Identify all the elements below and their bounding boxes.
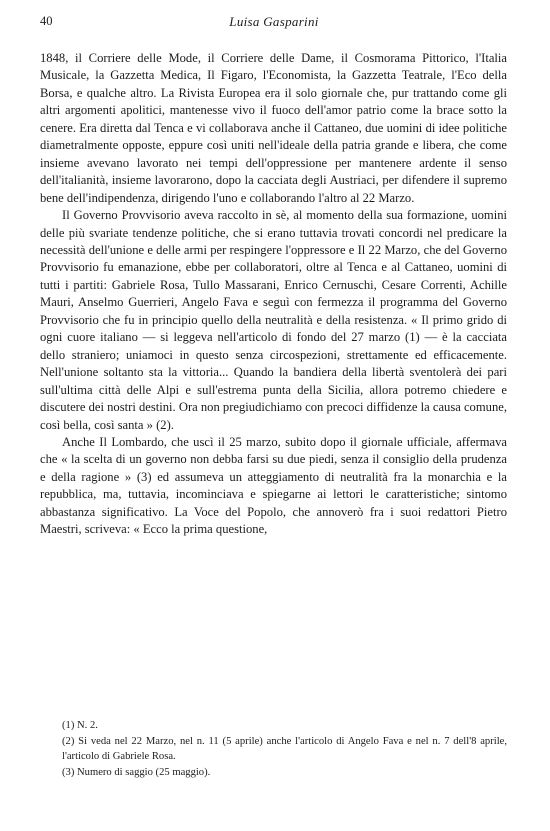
running-head: Luisa Gasparini [229,14,319,29]
footnote: (2) Si veda nel 22 Marzo, nel n. 11 (5 aprile) anche l'articolo di Angelo Fava e nel n. 7 dell'8 aprile, l'articolo di Gabriele Rosa. [62,735,507,762]
page-header [40,14,508,32]
footnotes [40,718,507,780]
footnote: (3) Numero di saggio (25 maggio). [62,766,211,778]
footnote: (1) N. 2. [62,720,98,731]
paragraph: Anche Il Lombardo, che uscì il 25 marzo, subito dopo il giornale ufficiale, affermava che « la scelta di un governo non debba farsi su due piedi, senza il consiglio della prudenza e della ragione » (3) ed assumeva un atteggiamento di neutralità fra la monarchia e la repubblica, ma, tuttavia, incominciava e spiegarne ai lettori le caratteristiche; sintomo abbastanza significativo. La Voce del Popolo, che annoverò fra i suoi redattori Pietro Maestri, scriveva: « Ecco la prima questione, [40,434,507,537]
body-text [40,50,507,539]
paragraph: Il Governo Provvisorio aveva raccolto in sè, al momento della sua formazione, uomini delle più svariate tendenze politiche, che si erano tuttavia trovati concordi nel predicare la necessità dell'unione e delle armi per respingere l'oppressore e Il 22 Marzo, che del Governo Provvisorio fu emanazione, ebbe per collaboratori, oltre al Tenca e al Cattaneo, uomini di tutti i partiti: Gabriele Rosa, Tullo Massarani, Enrico Cernuschi, Cesare Correnti, Achille Mauri, Anselmo Guerrieri, Angelo Fava e seguì con fermezza il programma del Governo Provvisorio che fu in principio quello della neutralità e della resistenza. « Il primo grido di ogni cuore italiano — si leggeva nell'articolo di fondo del 27 marzo (1) — è la cacciata dello straniero; uniamoci in questo senza circospezioni, strettamente ed efficacemente. Nell'unione soltanto sta la vittoria... Quando la bandiera della libertà sventolerà dei pari sull'ultima città delle Alpi e sull'estrema punta della Sicilia, allora potremo chiedere e discutere dei nostri destini. Ora non pregiudichiamo con precoci diffidenze la causa comune, così bella, così santa » (2). [40,208,507,432]
page-number: 40 [40,14,53,28]
paragraph: 1848, il Corriere delle Mode, il Corriere delle Dame, il Cosmorama Pittorico, l'Italia Musicale, la Gazzetta Medica, Il Figaro, l'Economista, la Gazzetta Teatrale, l'Eco della Borsa, e qualche altro. La Rivista Europea era il solo giornale che, pur trattando come gli altri argomenti apolitici, mantenesse vivo il fuoco dell'amor patrio come la brace sotto la cenere. Era diretta dal Tenca e vi collaborava anche il Cattaneo, due uomini di idee politiche diametralmente opposte, eppure così uniti nell'ideale della patria grande e libera, che come insieme avevano lavorato nei tempi dell'oppressione per mantenere ardente il senso dell'italianità, insieme lavorarono, dopo la cacciata degli Austriaci, per difendere il supremo bene dell'indipendenza, dirigendo l'uno e collaborando l'altro al 22 Marzo. [40,51,507,205]
